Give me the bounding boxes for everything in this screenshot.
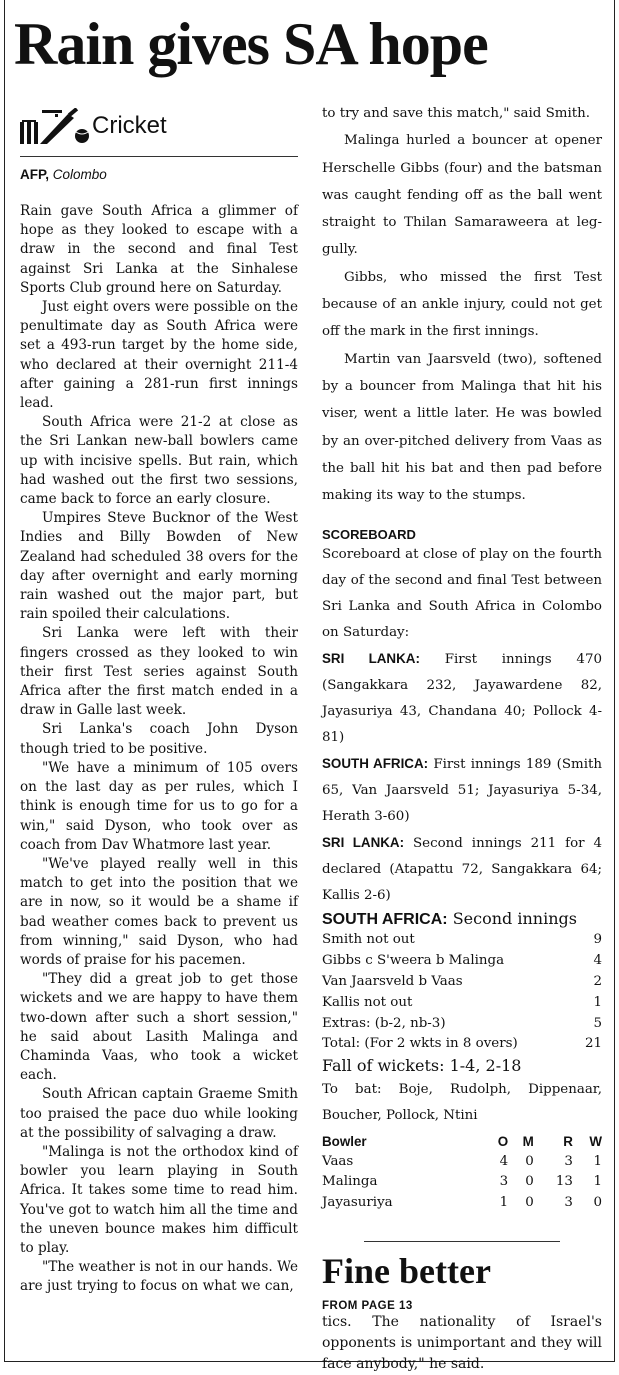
runs-conceded: 13: [555, 1174, 573, 1190]
to-bat: To bat: Boje, Rudolph, Dippenaar, Boucher, Pollock, Ntini: [322, 1082, 602, 1124]
story-text: tics. The nationality of Israel's opponents is unimportant and they will face anybody," he said.: [322, 1313, 602, 1372]
scoreboard-intro: Scoreboard at close of play on the fourth day of the second and final Test between Sri Lanka and South Africa in Colombo on Saturday:: [322, 547, 602, 641]
article-body-right: [322, 100, 602, 509]
story-divider: [364, 1241, 560, 1242]
paragraph: Malinga hurled a bouncer at opener Herschelle Gibbs (four) and the batsman was caught fending off as the ball went straight to Thilan Samaraweera at leg-gully.: [322, 133, 602, 258]
batting-row: [322, 972, 602, 993]
runs: 5: [593, 1015, 602, 1031]
extras: Extras: (b-2, nb-3): [322, 1015, 446, 1031]
batting-table: [322, 930, 602, 1055]
paragraph: "We've played really well in this match to get into the position that we are in now, so it would be a shame if bad weather comes back to prevent us from winning," said Dyson, who had words of praise for his pacemen.: [20, 855, 298, 968]
innings-text: Second innings 211 for 4 declared (Atapattu 72, Sangakkara 64; Kallis 2-6): [322, 836, 602, 904]
maidens: 0: [525, 1153, 534, 1169]
paragraph: Gibbs, who missed the first Test because of an ankle injury, could not get off the mark in the first innings.: [322, 269, 602, 340]
innings-line: [322, 646, 602, 751]
scoreboard: [322, 527, 602, 1212]
bowling-header-row: [322, 1131, 602, 1151]
batting-row: [322, 951, 602, 972]
bowler: Vaas: [322, 1153, 354, 1169]
bowling-header: Bowler: [322, 1133, 367, 1149]
innings-text: Second innings: [452, 909, 577, 929]
bowling-row: [322, 1192, 602, 1213]
paragraph: "Malinga is not the orthodox kind of bowler you learn playing in South Africa. It takes some time to read him. You've got to watch him all the time and the uneven bounce makes him difficult to play.: [20, 1143, 298, 1256]
fine-better-story: [322, 1250, 602, 1375]
bowling-header: R: [563, 1133, 573, 1149]
paragraph: Rain gave South Africa a glimmer of hope as they looked to escape with a draw in the second and final Test against Sri Lanka at the Sinhalese Sports Club ground here on Saturday.: [20, 203, 298, 296]
runs: 1: [593, 994, 602, 1010]
paragraph: South African captain Graeme Smith too praised the pace duo while looking at the possibility of salvaging a draw.: [20, 1086, 298, 1141]
batting-row: [322, 930, 602, 951]
innings-team: SRI LANKA:: [322, 651, 420, 667]
left-column: [20, 104, 298, 1297]
bowler: Malinga: [322, 1174, 378, 1190]
bowling-header: W: [589, 1133, 602, 1149]
overs: 3: [499, 1174, 509, 1190]
paragraph: South Africa were 21-2 at close as the Sri Lankan new-ball bowlers came up with incisive spells. But rain, which had washed out the first two sessions, came back to force an early closure.: [20, 414, 298, 508]
innings-team: SOUTH AFRICA:: [322, 911, 448, 929]
cricket-icon: [20, 108, 90, 144]
paragraph: "We have a minimum of 105 overs on the last day as per rules, which I think is enough time for us to go for a win," said Dyson, who took over as coach from Dav Whatmore last year.: [20, 759, 298, 853]
section-label: Cricket: [92, 112, 167, 139]
batsman: Smith not out: [322, 932, 415, 948]
runs: 9: [593, 932, 602, 948]
maidens: 0: [525, 1194, 534, 1210]
overs: 4: [499, 1153, 509, 1169]
paragraph: Sri Lanka's coach John Dyson though tried to be positive.: [20, 721, 298, 757]
story-headline: Fine better: [322, 1250, 491, 1291]
bowling-header: O: [497, 1133, 509, 1149]
byline-location: Colombo: [52, 167, 107, 182]
innings-team: SOUTH AFRICA:: [322, 756, 429, 772]
paragraph: Umpires Steve Bucknor of the West Indies and Billy Bowden of New Zealand had scheduled 38 overs for the day after overnight and early morning rain washed out the major part, but rain spoiled their calculations.: [20, 510, 298, 623]
fall-of-wickets: Fall of wickets: 1-4, 2-18: [322, 1056, 522, 1076]
innings-text: First innings 189 (Smith 65, Van Jaarsveld 51; Jayasuriya 5-34, Herath 3-60): [322, 757, 602, 825]
runs: 2: [593, 974, 602, 990]
section-kicker: [20, 104, 298, 148]
batting-row: [322, 1034, 602, 1055]
paragraph: "The weather is not in our hands. We are just trying to focus on what we can,: [20, 1259, 298, 1295]
innings-line: [322, 751, 602, 830]
article-body-left: [20, 202, 298, 1297]
bowling-row: [322, 1151, 602, 1172]
bowler: Jayasuriya: [322, 1194, 393, 1210]
paragraph: Just eight overs were possible on the penultimate day as South Africa were set a 493-run target by the home side, who declared at their overnight 211-4 after gaining a 281-run first innings lead.: [20, 299, 298, 412]
paragraph: Sri Lanka were left with their fingers crossed as they looked to win their first Test series against South Africa after the first match ended in a draw in Galle last week.: [20, 625, 298, 719]
maidens: 0: [525, 1174, 534, 1190]
current-innings: [322, 909, 602, 930]
batting-row: [322, 993, 602, 1014]
wickets: 1: [593, 1153, 602, 1169]
runs: 4: [593, 953, 602, 969]
batting-row: [322, 1014, 602, 1035]
right-column: [322, 100, 602, 1375]
overs: 1: [499, 1194, 509, 1210]
paragraph: Martin van Jaarsveld (two), softened by a bouncer from Malinga that hit his viser, went a little later. He was bowled by an over-pitched delivery from Vaas as the ball hit his bat and then pad before making its way to the stumps.: [322, 351, 602, 504]
batsman: Kallis not out: [322, 994, 413, 1010]
paragraph: to try and save this match," said Smith.: [322, 106, 590, 121]
runs-conceded: 3: [564, 1153, 573, 1169]
bowling-table: [322, 1131, 602, 1213]
innings-line: [322, 830, 602, 909]
wickets: 1: [593, 1174, 602, 1190]
jump-line: FROM PAGE 13: [322, 1299, 413, 1312]
wickets: 0: [593, 1194, 602, 1210]
innings-text: First innings 470 (Sangakkara 232, Jayawardene 82, Jayasuriya 43, Chandana 40; Pollock 4-81): [322, 652, 602, 746]
batsman: Gibbs c S'weera b Malinga: [322, 953, 505, 969]
innings-team: SRI LANKA:: [322, 835, 405, 851]
total: Total: (For 2 wkts in 8 overs): [322, 1036, 518, 1052]
byline-agency: AFP,: [20, 167, 50, 182]
bowling-row: [322, 1172, 602, 1193]
paragraph: "They did a great job to get those wickets and we are happy to have them two-down after such a short session," he said about Lasith Malinga and Chaminda Vaas, who took a wicket each.: [20, 971, 298, 1084]
batsman: Van Jaarsveld b Vaas: [322, 974, 463, 990]
bowling-header: M: [522, 1133, 534, 1149]
scoreboard-heading: SCOREBOARD: [322, 527, 416, 543]
runs: 21: [584, 1036, 602, 1052]
byline: [20, 167, 298, 182]
runs-conceded: 3: [564, 1194, 573, 1210]
headline: Rain gives SA hope: [14, 11, 488, 77]
section-rule: [20, 156, 298, 157]
